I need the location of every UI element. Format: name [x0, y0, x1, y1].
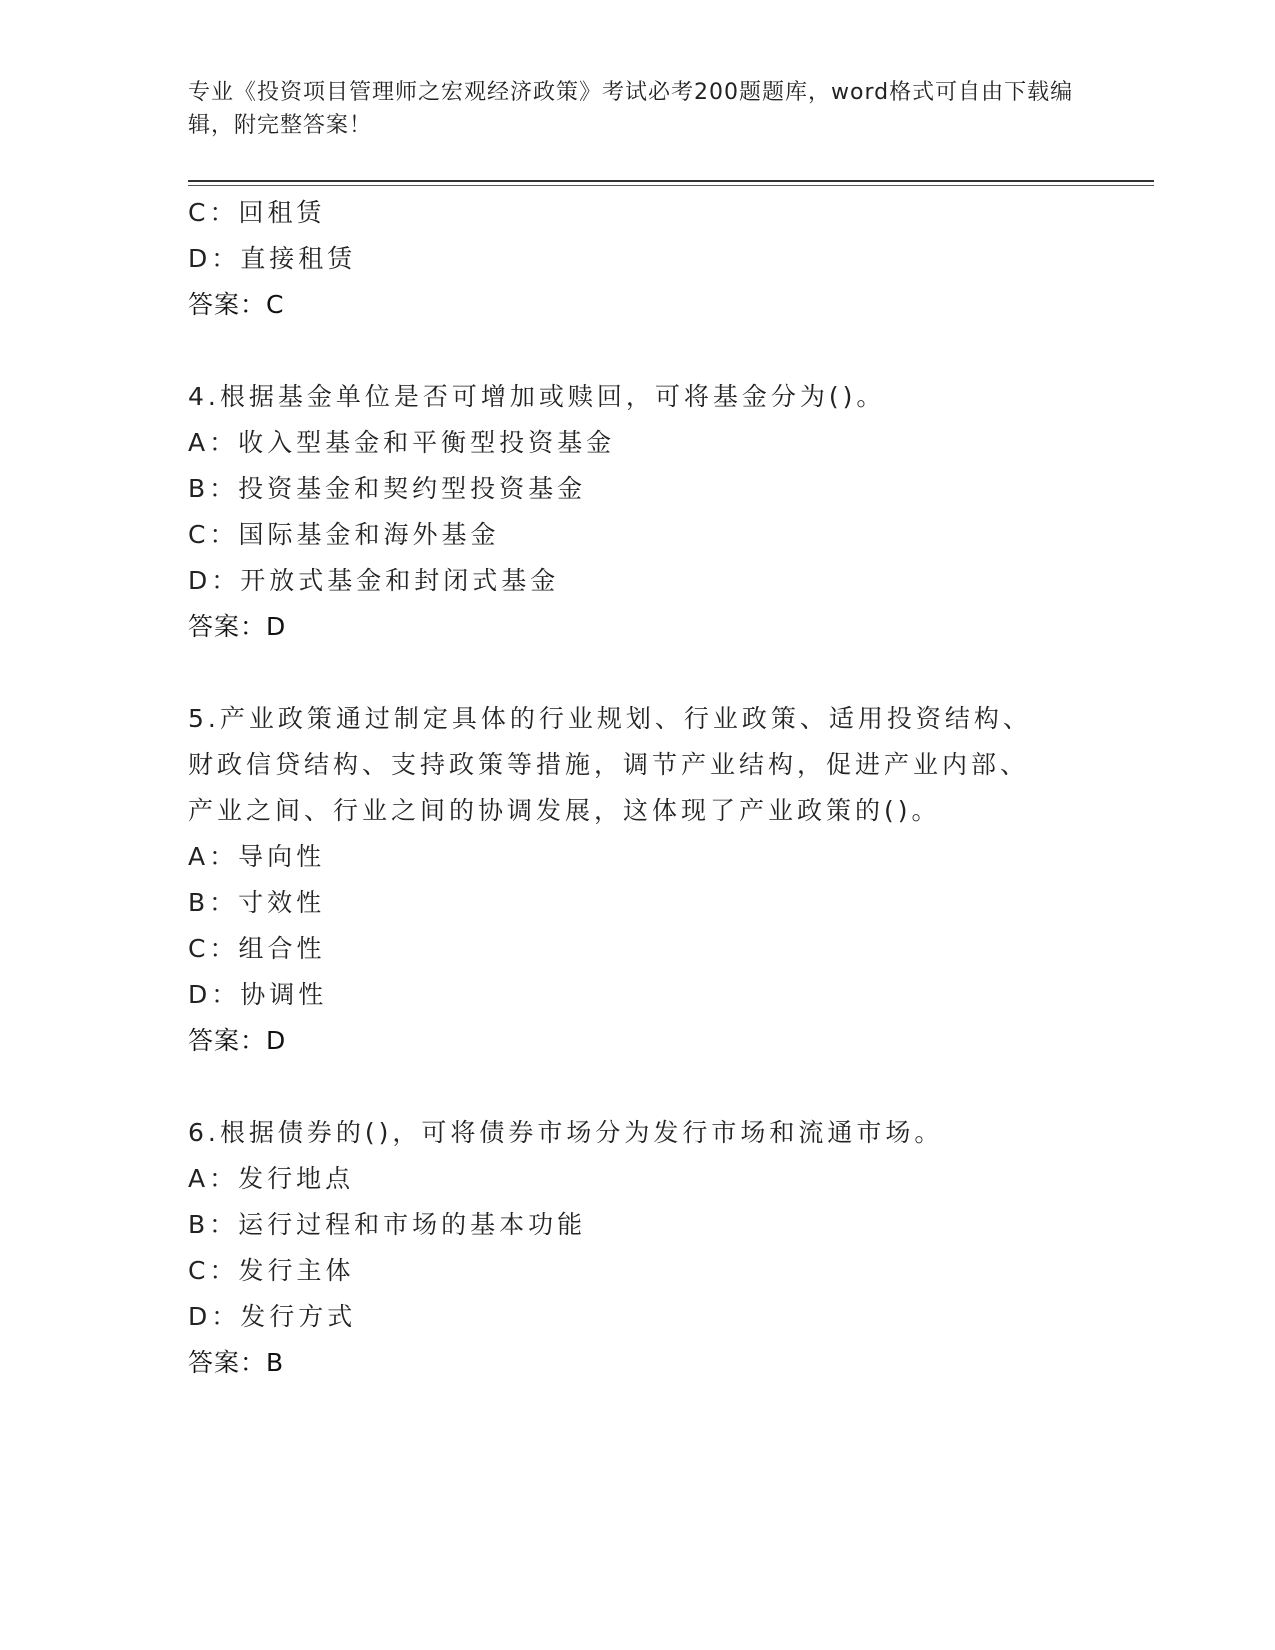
spacer: [188, 328, 1088, 374]
spacer: [188, 1064, 1088, 1110]
option-a: A：收入型基金和平衡型投资基金: [188, 428, 616, 457]
option-d: D：开放式基金和封闭式基金: [188, 566, 560, 595]
header-divider-thin: [188, 185, 1154, 186]
option-b: B：寸效性: [188, 888, 326, 917]
question-content: [188, 190, 1088, 1386]
option-a: A：发行地点: [188, 1164, 355, 1193]
question-block-6: [188, 1110, 1088, 1386]
answer-line: 答案：B: [188, 1348, 285, 1377]
option-a: A：导向性: [188, 842, 326, 871]
question-block-4: [188, 374, 1088, 650]
option-b: B：投资基金和契约型投资基金: [188, 474, 587, 503]
question-stem: 5.产业政策通过制定具体的行业规划、行业政策、适用投资结构、财政信贷结构、支持政策等措施，调节产业结构，促进产业内部、产业之间、行业之间的协调发展，这体现了产业政策的()。: [188, 704, 1032, 825]
spacer: [188, 650, 1088, 696]
question-stem: 6.根据债券的()，可将债券市场分为发行市场和流通市场。: [188, 1118, 944, 1147]
option-c: C：组合性: [188, 934, 326, 963]
option-c: C：发行主体: [188, 1256, 355, 1285]
option-c: C：回租赁: [188, 198, 326, 227]
option-d: D：直接租赁: [188, 244, 357, 273]
question-stem: 4.根据基金单位是否可增加或赎回，可将基金分为()。: [188, 382, 886, 411]
header-divider-thick: [188, 180, 1154, 182]
answer-line: 答案：D: [188, 1026, 287, 1055]
answer-line: 答案：C: [188, 290, 285, 319]
option-d: D：协调性: [188, 980, 328, 1009]
answer-line: 答案：D: [188, 612, 287, 641]
question-block-3: [188, 190, 1088, 328]
option-d: D：发行方式: [188, 1302, 357, 1331]
document-header: 专业《投资项目管理师之宏观经济政策》考试必考200题题库，word格式可自由下载编辑，附完整答案！: [188, 80, 1074, 138]
option-c: C：国际基金和海外基金: [188, 520, 500, 549]
question-block-5: [188, 696, 1088, 1064]
option-b: B：运行过程和市场的基本功能: [188, 1210, 587, 1239]
